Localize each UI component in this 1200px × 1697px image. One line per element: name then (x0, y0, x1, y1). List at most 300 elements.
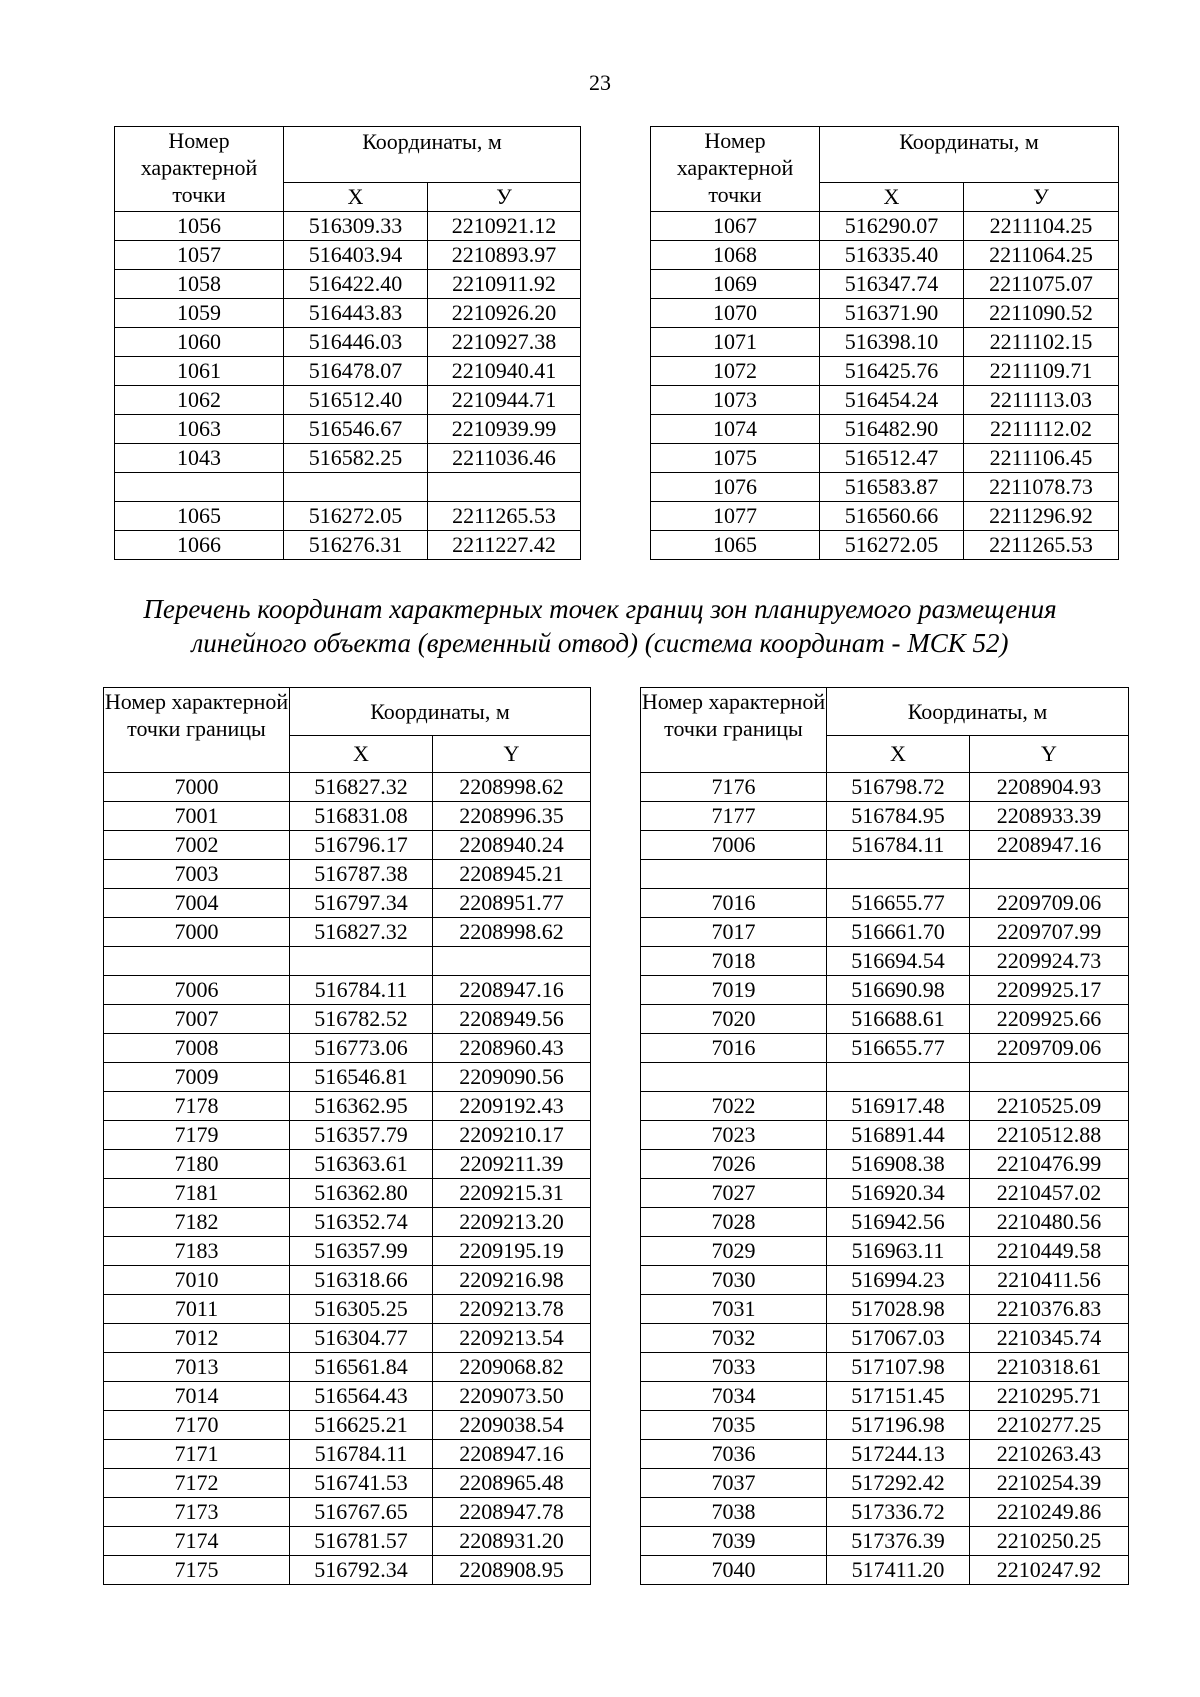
point-number-cell: 7031 (641, 1295, 827, 1324)
table-body (115, 212, 581, 560)
point-number-cell: 1066 (115, 531, 284, 560)
table-row (104, 889, 591, 918)
y-coordinate-cell: 2211106.45 (964, 444, 1119, 473)
y-coordinate-cell: 2210295.71 (970, 1382, 1129, 1411)
y-coordinate-cell: 2208931.20 (433, 1527, 591, 1556)
point-number-cell: 7000 (104, 918, 290, 947)
table-row (641, 1092, 1129, 1121)
x-coordinate-cell: 517411.20 (827, 1556, 970, 1585)
table-row (641, 1063, 1129, 1092)
table-row (651, 328, 1119, 357)
point-number-cell: 1067 (651, 212, 820, 241)
point-number-cell: 1074 (651, 415, 820, 444)
x-coordinate-cell: 516371.90 (820, 299, 964, 328)
table-body (651, 212, 1119, 560)
y-coordinate-cell: 2208945.21 (433, 860, 591, 889)
x-coordinate-cell: 516661.70 (827, 918, 970, 947)
x-coordinate-cell: 516290.07 (820, 212, 964, 241)
y-coordinate-cell: 2211296.92 (964, 502, 1119, 531)
header-x: X (827, 736, 970, 773)
x-coordinate-cell: 516512.47 (820, 444, 964, 473)
point-number-cell: 7006 (104, 976, 290, 1005)
x-coordinate-cell: 516318.66 (290, 1266, 433, 1295)
point-number-cell: 7034 (641, 1382, 827, 1411)
point-number-cell: 7029 (641, 1237, 827, 1266)
table-row (104, 1179, 591, 1208)
y-coordinate-cell: 2211104.25 (964, 212, 1119, 241)
table-row (104, 1092, 591, 1121)
table-row (641, 918, 1129, 947)
coordinates-table-top-left (114, 126, 581, 560)
y-coordinate-cell: 2208996.35 (433, 802, 591, 831)
table-row (641, 1527, 1129, 1556)
point-number-cell: 1076 (651, 473, 820, 502)
header-coordinates: Координаты, м (290, 688, 591, 736)
point-number-cell: 1060 (115, 328, 284, 357)
x-coordinate-cell: 516787.38 (290, 860, 433, 889)
table-row (104, 1005, 591, 1034)
point-number-cell: 7173 (104, 1498, 290, 1527)
y-coordinate-cell: 2211265.53 (964, 531, 1119, 560)
point-number-cell: 7026 (641, 1150, 827, 1179)
table-row (104, 1150, 591, 1179)
x-coordinate-cell: 516305.25 (290, 1295, 433, 1324)
point-number-cell: 1061 (115, 357, 284, 386)
y-coordinate-cell: 2209709.06 (970, 889, 1129, 918)
point-number-cell: 7003 (104, 860, 290, 889)
y-coordinate-cell: 2209925.66 (970, 1005, 1129, 1034)
x-coordinate-cell: 516446.03 (284, 328, 428, 357)
point-number-cell: 1070 (651, 299, 820, 328)
x-coordinate-cell: 516357.99 (290, 1237, 433, 1266)
point-number-cell: 7035 (641, 1411, 827, 1440)
x-coordinate-cell: 516688.61 (827, 1005, 970, 1034)
y-coordinate-cell: 2209038.54 (433, 1411, 591, 1440)
table-row (641, 947, 1129, 976)
table-row (651, 502, 1119, 531)
x-coordinate-cell: 516583.87 (820, 473, 964, 502)
x-coordinate-cell: 516560.66 (820, 502, 964, 531)
table-row (651, 357, 1119, 386)
table-row (651, 531, 1119, 560)
y-coordinate-cell: 2209210.17 (433, 1121, 591, 1150)
table-row (104, 1063, 591, 1092)
x-coordinate-cell: 516655.77 (827, 889, 970, 918)
x-coordinate-cell: 516272.05 (820, 531, 964, 560)
x-coordinate-cell: 517196.98 (827, 1411, 970, 1440)
point-number-cell (641, 1063, 827, 1092)
table-row (641, 1324, 1129, 1353)
table-row (641, 831, 1129, 860)
point-number-cell: 7175 (104, 1556, 290, 1585)
table-row (115, 415, 581, 444)
point-number-cell: 7176 (641, 773, 827, 802)
y-coordinate-cell: 2210318.61 (970, 1353, 1129, 1382)
table-row (104, 1382, 591, 1411)
x-coordinate-cell: 516827.32 (290, 773, 433, 802)
point-number-cell: 7012 (104, 1324, 290, 1353)
y-coordinate-cell: 2209090.56 (433, 1063, 591, 1092)
header-y: У (428, 183, 581, 212)
y-coordinate-cell: 2211227.42 (428, 531, 581, 560)
y-coordinate-cell: 2210476.99 (970, 1150, 1129, 1179)
y-coordinate-cell: 2209216.98 (433, 1266, 591, 1295)
header-y: У (964, 183, 1119, 212)
table-row (115, 531, 581, 560)
table-row (641, 1440, 1129, 1469)
x-coordinate-cell: 516767.65 (290, 1498, 433, 1527)
x-coordinate-cell: 516363.61 (290, 1150, 433, 1179)
table-row (651, 270, 1119, 299)
point-number-cell: 7039 (641, 1527, 827, 1556)
x-coordinate-cell (284, 473, 428, 502)
y-coordinate-cell: 2211265.53 (428, 502, 581, 531)
y-coordinate-cell: 2209068.82 (433, 1353, 591, 1382)
point-number-cell: 1065 (651, 531, 820, 560)
x-coordinate-cell: 516796.17 (290, 831, 433, 860)
table-row (104, 1353, 591, 1382)
x-coordinate-cell: 516917.48 (827, 1092, 970, 1121)
table-row (104, 1498, 591, 1527)
point-number-cell: 7171 (104, 1440, 290, 1469)
y-coordinate-cell: 2208947.16 (433, 1440, 591, 1469)
y-coordinate-cell: 2210249.86 (970, 1498, 1129, 1527)
section-title-line-2: линейного объекта (временный отвод) (система координат - МСК 52) (191, 628, 1009, 658)
x-coordinate-cell: 516908.38 (827, 1150, 970, 1179)
x-coordinate-cell: 516564.43 (290, 1382, 433, 1411)
y-coordinate-cell: 2209192.43 (433, 1092, 591, 1121)
table-row (651, 241, 1119, 270)
point-number-cell: 7177 (641, 802, 827, 831)
y-coordinate-cell: 2209707.99 (970, 918, 1129, 947)
point-number-cell: 7180 (104, 1150, 290, 1179)
y-coordinate-cell: 2210939.99 (428, 415, 581, 444)
point-number-cell: 7027 (641, 1179, 827, 1208)
x-coordinate-cell: 516784.11 (290, 1440, 433, 1469)
y-coordinate-cell: 2211109.71 (964, 357, 1119, 386)
point-number-cell: 7033 (641, 1353, 827, 1382)
point-number-cell: 7006 (641, 831, 827, 860)
table-row (641, 976, 1129, 1005)
x-coordinate-cell: 516362.95 (290, 1092, 433, 1121)
point-number-cell: 1056 (115, 212, 284, 241)
y-coordinate-cell: 2208965.48 (433, 1469, 591, 1498)
y-coordinate-cell: 2211075.07 (964, 270, 1119, 299)
x-coordinate-cell: 516443.83 (284, 299, 428, 328)
x-coordinate-cell (827, 860, 970, 889)
x-coordinate-cell: 517244.13 (827, 1440, 970, 1469)
x-coordinate-cell (290, 947, 433, 976)
table-row (104, 1324, 591, 1353)
y-coordinate-cell: 2210449.58 (970, 1237, 1129, 1266)
point-number-cell: 7028 (641, 1208, 827, 1237)
x-coordinate-cell: 516784.95 (827, 802, 970, 831)
table-row (115, 473, 581, 502)
x-coordinate-cell: 516422.40 (284, 270, 428, 299)
y-coordinate-cell: 2208933.39 (970, 802, 1129, 831)
y-coordinate-cell: 2210940.41 (428, 357, 581, 386)
point-number-cell: 7004 (104, 889, 290, 918)
x-coordinate-cell: 516482.90 (820, 415, 964, 444)
header-y: Y (970, 736, 1129, 773)
x-coordinate-cell: 516352.74 (290, 1208, 433, 1237)
header-point-number: Номер характерной точки границы (104, 688, 290, 773)
x-coordinate-cell: 517376.39 (827, 1527, 970, 1556)
y-coordinate-cell: 2209213.78 (433, 1295, 591, 1324)
y-coordinate-cell: 2208947.16 (970, 831, 1129, 860)
y-coordinate-cell: 2209924.73 (970, 947, 1129, 976)
x-coordinate-cell: 517336.72 (827, 1498, 970, 1527)
header-coordinates: Координаты, м (284, 127, 581, 183)
point-number-cell: 7007 (104, 1005, 290, 1034)
point-number-cell: 1075 (651, 444, 820, 473)
y-coordinate-cell: 2210250.25 (970, 1527, 1129, 1556)
y-coordinate-cell (970, 860, 1129, 889)
table-body (104, 773, 591, 1585)
y-coordinate-cell: 2210512.88 (970, 1121, 1129, 1150)
x-coordinate-cell (827, 1063, 970, 1092)
table-row (651, 299, 1119, 328)
header-x: X (290, 736, 433, 773)
y-coordinate-cell: 2210525.09 (970, 1092, 1129, 1121)
point-number-cell: 7174 (104, 1527, 290, 1556)
point-number-cell: 1077 (651, 502, 820, 531)
table-row (641, 1208, 1129, 1237)
header-x: X (284, 183, 428, 212)
table-row (104, 1034, 591, 1063)
x-coordinate-cell: 516831.08 (290, 802, 433, 831)
table-row (115, 299, 581, 328)
point-number-cell: 7037 (641, 1469, 827, 1498)
y-coordinate-cell: 2211090.52 (964, 299, 1119, 328)
point-number-cell: 7170 (104, 1411, 290, 1440)
y-coordinate-cell: 2210254.39 (970, 1469, 1129, 1498)
y-coordinate-cell: 2208998.62 (433, 773, 591, 802)
table-row (104, 1121, 591, 1150)
header-y: Y (433, 736, 591, 773)
x-coordinate-cell: 516478.07 (284, 357, 428, 386)
table-row (104, 1527, 591, 1556)
y-coordinate-cell: 2208947.16 (433, 976, 591, 1005)
point-number-cell: 7179 (104, 1121, 290, 1150)
y-coordinate-cell: 2210376.83 (970, 1295, 1129, 1324)
table-row (104, 976, 591, 1005)
y-coordinate-cell: 2208940.24 (433, 831, 591, 860)
table-row (641, 1150, 1129, 1179)
x-coordinate-cell: 516920.34 (827, 1179, 970, 1208)
y-coordinate-cell: 2210944.71 (428, 386, 581, 415)
table-row (641, 860, 1129, 889)
y-coordinate-cell: 2210277.25 (970, 1411, 1129, 1440)
point-number-cell: 7032 (641, 1324, 827, 1353)
coordinates-table-bottom-left (103, 687, 591, 1585)
y-coordinate-cell (433, 947, 591, 976)
x-coordinate-cell: 516304.77 (290, 1324, 433, 1353)
y-coordinate-cell: 2210263.43 (970, 1440, 1129, 1469)
x-coordinate-cell: 516994.23 (827, 1266, 970, 1295)
x-coordinate-cell: 516781.57 (290, 1527, 433, 1556)
y-coordinate-cell: 2211113.03 (964, 386, 1119, 415)
y-coordinate-cell: 2211036.46 (428, 444, 581, 473)
point-number-cell: 1071 (651, 328, 820, 357)
y-coordinate-cell: 2209213.54 (433, 1324, 591, 1353)
y-coordinate-cell: 2209215.31 (433, 1179, 591, 1208)
point-number-cell: 7014 (104, 1382, 290, 1411)
point-number-cell: 1063 (115, 415, 284, 444)
x-coordinate-cell: 516891.44 (827, 1121, 970, 1150)
table-row (651, 473, 1119, 502)
point-number-cell: 7022 (641, 1092, 827, 1121)
y-coordinate-cell: 2208908.95 (433, 1556, 591, 1585)
coordinates-table-bottom-right (640, 687, 1129, 1585)
x-coordinate-cell: 516942.56 (827, 1208, 970, 1237)
table-row (641, 1121, 1129, 1150)
table-row (104, 947, 591, 976)
point-number-cell: 7178 (104, 1092, 290, 1121)
y-coordinate-cell: 2209925.17 (970, 976, 1129, 1005)
table-row (104, 1266, 591, 1295)
table-row (115, 212, 581, 241)
x-coordinate-cell: 516741.53 (290, 1469, 433, 1498)
x-coordinate-cell: 517292.42 (827, 1469, 970, 1498)
point-number-cell: 7182 (104, 1208, 290, 1237)
table-row (641, 1411, 1129, 1440)
point-number-cell: 7016 (641, 1034, 827, 1063)
y-coordinate-cell: 2210926.20 (428, 299, 581, 328)
x-coordinate-cell: 516690.98 (827, 976, 970, 1005)
point-number-cell: 7023 (641, 1121, 827, 1150)
point-number-cell: 7008 (104, 1034, 290, 1063)
y-coordinate-cell: 2210911.92 (428, 270, 581, 299)
point-number-cell: 7011 (104, 1295, 290, 1324)
y-coordinate-cell: 2210921.12 (428, 212, 581, 241)
table-row (651, 386, 1119, 415)
section-title (0, 592, 1200, 660)
point-number-cell: 1069 (651, 270, 820, 299)
table-row (641, 773, 1129, 802)
x-coordinate-cell: 516403.94 (284, 241, 428, 270)
x-coordinate-cell: 517151.45 (827, 1382, 970, 1411)
y-coordinate-cell: 2210411.56 (970, 1266, 1129, 1295)
table-row (104, 1237, 591, 1266)
point-number-cell: 7181 (104, 1179, 290, 1208)
table-row (115, 328, 581, 357)
table-row (115, 386, 581, 415)
point-number-cell: 1057 (115, 241, 284, 270)
y-coordinate-cell (970, 1063, 1129, 1092)
table-row (641, 802, 1129, 831)
x-coordinate-cell: 516582.25 (284, 444, 428, 473)
table-row (104, 831, 591, 860)
point-number-cell: 7010 (104, 1266, 290, 1295)
point-number-cell: 1059 (115, 299, 284, 328)
x-coordinate-cell: 516827.32 (290, 918, 433, 947)
table-row (651, 444, 1119, 473)
x-coordinate-cell: 516362.80 (290, 1179, 433, 1208)
x-coordinate-cell: 516398.10 (820, 328, 964, 357)
table-row (641, 1498, 1129, 1527)
table-row (104, 1208, 591, 1237)
coordinates-table-top-right (650, 126, 1119, 560)
x-coordinate-cell: 516798.72 (827, 773, 970, 802)
y-coordinate-cell: 2208904.93 (970, 773, 1129, 802)
table-row (641, 1237, 1129, 1266)
table-row (115, 357, 581, 386)
page-number: 23 (589, 70, 611, 95)
y-coordinate-cell: 2210480.56 (970, 1208, 1129, 1237)
point-number-cell: 7013 (104, 1353, 290, 1382)
point-number-cell: 7020 (641, 1005, 827, 1034)
x-coordinate-cell: 516694.54 (827, 947, 970, 976)
header-coordinates: Координаты, м (820, 127, 1119, 183)
y-coordinate-cell: 2210927.38 (428, 328, 581, 357)
point-number-cell: 7001 (104, 802, 290, 831)
y-coordinate-cell: 2208951.77 (433, 889, 591, 918)
point-number-cell: 7016 (641, 889, 827, 918)
table-row (115, 270, 581, 299)
table-row (115, 241, 581, 270)
x-coordinate-cell: 516546.81 (290, 1063, 433, 1092)
x-coordinate-cell: 516347.74 (820, 270, 964, 299)
x-coordinate-cell: 516782.52 (290, 1005, 433, 1034)
y-coordinate-cell: 2209213.20 (433, 1208, 591, 1237)
point-number-cell: 7030 (641, 1266, 827, 1295)
y-coordinate-cell: 2211078.73 (964, 473, 1119, 502)
x-coordinate-cell: 516425.76 (820, 357, 964, 386)
table-body (641, 773, 1129, 1585)
x-coordinate-cell: 516357.79 (290, 1121, 433, 1150)
point-number-cell: 1062 (115, 386, 284, 415)
point-number-cell (641, 860, 827, 889)
point-number-cell (104, 947, 290, 976)
point-number-cell: 7009 (104, 1063, 290, 1092)
point-number-cell: 7019 (641, 976, 827, 1005)
y-coordinate-cell: 2209211.39 (433, 1150, 591, 1179)
y-coordinate-cell: 2210893.97 (428, 241, 581, 270)
table-row (104, 1440, 591, 1469)
table-row (104, 1469, 591, 1498)
y-coordinate-cell: 2209195.19 (433, 1237, 591, 1266)
header-coordinates: Координаты, м (827, 688, 1129, 736)
y-coordinate-cell: 2208998.62 (433, 918, 591, 947)
x-coordinate-cell: 516454.24 (820, 386, 964, 415)
point-number-cell: 1058 (115, 270, 284, 299)
y-coordinate-cell: 2210345.74 (970, 1324, 1129, 1353)
table-row (115, 502, 581, 531)
table-row (104, 860, 591, 889)
point-number-cell: 7040 (641, 1556, 827, 1585)
point-number-cell (115, 473, 284, 502)
table-row (641, 1353, 1129, 1382)
x-coordinate-cell: 516797.34 (290, 889, 433, 918)
table-row (641, 889, 1129, 918)
point-number-cell: 7036 (641, 1440, 827, 1469)
y-coordinate-cell: 2211102.15 (964, 328, 1119, 357)
x-coordinate-cell: 516784.11 (827, 831, 970, 860)
y-coordinate-cell: 2209709.06 (970, 1034, 1129, 1063)
y-coordinate-cell: 2210457.02 (970, 1179, 1129, 1208)
table-row (641, 1005, 1129, 1034)
x-coordinate-cell: 516792.34 (290, 1556, 433, 1585)
x-coordinate-cell: 516546.67 (284, 415, 428, 444)
table-row (104, 1556, 591, 1585)
point-number-cell: 1072 (651, 357, 820, 386)
table-row (104, 1411, 591, 1440)
table-row (641, 1179, 1129, 1208)
table-row (641, 1556, 1129, 1585)
x-coordinate-cell: 516963.11 (827, 1237, 970, 1266)
point-number-cell: 1065 (115, 502, 284, 531)
